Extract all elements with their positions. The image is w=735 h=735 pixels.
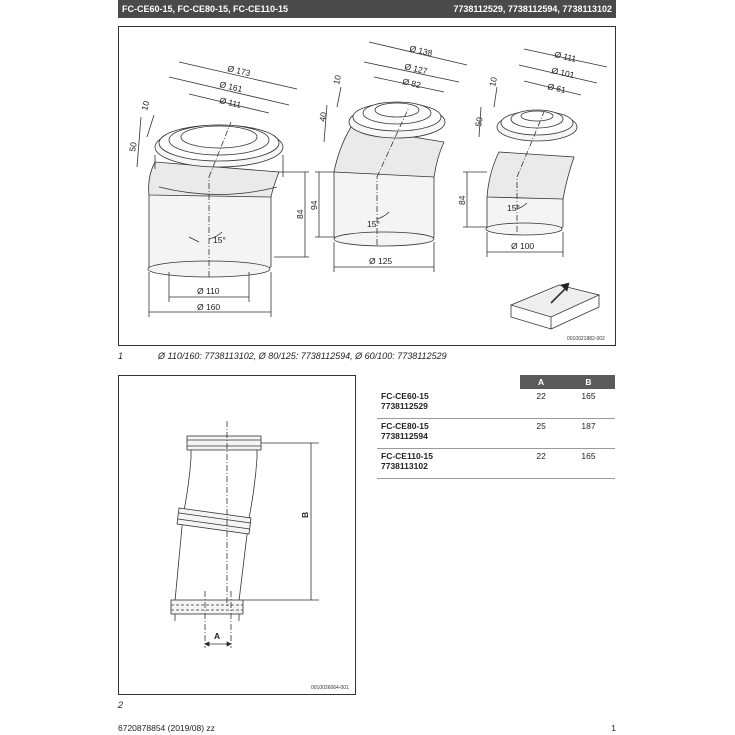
table-cell-model: [377, 419, 520, 449]
table-cell-a: 25: [520, 419, 562, 449]
table-cell-a: 22: [520, 389, 562, 419]
large-angle: 15°: [213, 235, 226, 245]
small-d-inner: Ø 61: [546, 81, 567, 96]
table-cell-model: [377, 449, 520, 479]
large-d-inner: Ø 111: [218, 95, 243, 110]
medium-d-middle: Ø 127: [403, 61, 429, 77]
large-d-bottom-outer: Ø 160: [197, 302, 221, 312]
table-cell-b: 165: [562, 449, 615, 479]
large-d-bottom-inner: Ø 110: [197, 286, 220, 296]
figure-1-frame: [118, 26, 616, 346]
small-d-outer: Ø 111: [553, 49, 578, 64]
model-part-number: 7738112529: [381, 401, 428, 411]
small-d-middle: Ø 101: [550, 65, 576, 81]
figure-1-caption-text: Ø 110/160: 7738113102, Ø 80/125: 7738112594, Ø 60/100: 7738112529: [158, 351, 447, 361]
dimension-b-label: B: [300, 511, 310, 518]
figure-1-code: 0010021882-002: [567, 336, 605, 342]
medium-angle: 15°: [367, 219, 380, 229]
small-angle: 15°: [507, 203, 520, 213]
model-part-number: 7738113102: [381, 461, 428, 471]
figure-2-code: 0010026064-001: [311, 685, 349, 691]
large-h-84: 84: [295, 209, 305, 219]
page-number: 1: [611, 723, 616, 733]
table-row: [377, 419, 615, 449]
medium-h-10: 10: [331, 74, 343, 86]
figure-2-number: 2: [118, 700, 124, 710]
table-header-a: A: [520, 375, 562, 389]
large-d-middle: Ø 161: [218, 79, 244, 95]
medium-d-bottom: Ø 125: [369, 256, 393, 266]
table-header-model: [377, 375, 520, 389]
table-row: [377, 389, 615, 419]
table-cell-model: [377, 389, 520, 419]
model-name: FC-CE60-15: [381, 391, 429, 401]
small-h-50: 50: [473, 116, 485, 128]
small-h-84: 84: [457, 195, 467, 205]
medium-d-outer: Ø 138: [408, 43, 434, 59]
header-models: FC-CE60-15, FC-CE80-15, FC-CE110-15: [122, 4, 289, 14]
model-part-number: 7738112594: [381, 431, 428, 441]
header-part-numbers: 7738112529, 7738112594, 7738113102: [453, 4, 612, 14]
medium-h-94: 94: [309, 200, 319, 210]
page-footer: [118, 723, 616, 733]
page-header: [118, 0, 616, 18]
table-header-row: [377, 375, 615, 389]
table-cell-a: 22: [520, 449, 562, 479]
figure-2-drawing: [119, 376, 355, 694]
large-h-10: 10: [139, 99, 152, 112]
medium-d-inner: Ø 82: [401, 76, 422, 91]
table-cell-b: 187: [562, 419, 615, 449]
figure-1-number: 1: [118, 351, 124, 361]
model-name: FC-CE80-15: [381, 421, 429, 431]
table-cell-b: 165: [562, 389, 615, 419]
table-row: [377, 449, 615, 479]
pipe-small: [463, 49, 607, 257]
large-d-outer: Ø 173: [226, 63, 252, 79]
medium-h-40: 40: [317, 111, 329, 123]
tray-icon: [511, 283, 599, 329]
figure-1-drawing: [119, 27, 615, 345]
small-d-bottom: Ø 100: [511, 241, 535, 251]
table-header-b: B: [562, 375, 615, 389]
small-h-10: 10: [487, 76, 499, 88]
model-name: FC-CE110-15: [381, 451, 433, 461]
document-number: 6720878854 (2019/08) zz: [118, 723, 215, 733]
dimensions-table: [377, 375, 615, 479]
large-h-50: 50: [127, 141, 139, 153]
figure-2-frame: [118, 375, 356, 695]
dimension-a-label: A: [214, 631, 221, 641]
